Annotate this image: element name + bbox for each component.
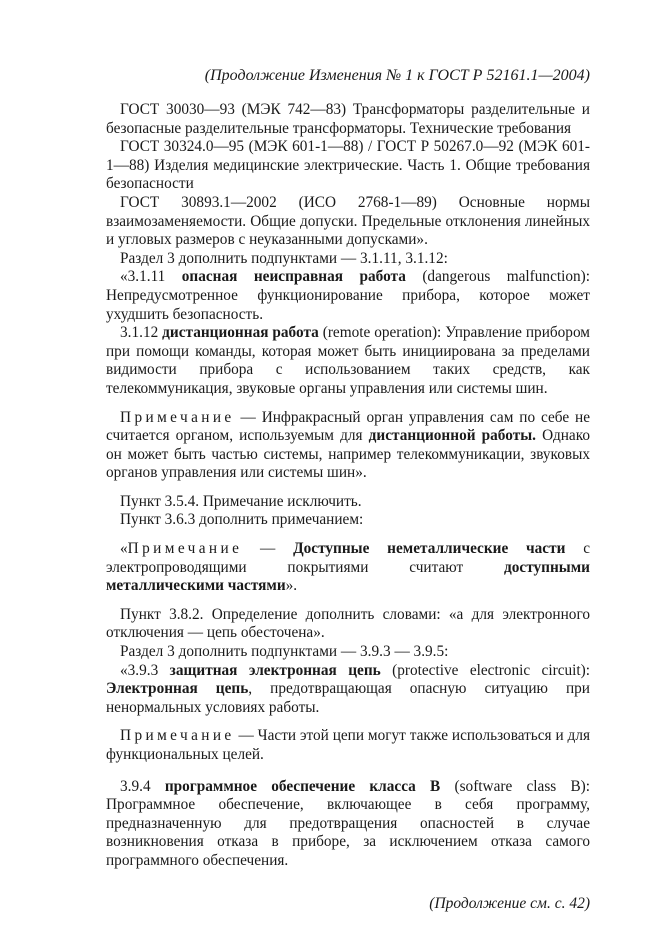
note-infrared [106, 409, 590, 483]
quote-open: « [120, 540, 128, 558]
definition-3-1-12 [106, 324, 590, 398]
definition-text: (dangerous malfunction): Непредусмотренное функционирование прибора, которое может ухудшить безопасность. [106, 268, 591, 323]
definition-number: «3.1.11 [120, 268, 182, 286]
paragraph-3-6-3: Пункт 3.6.3 дополнить примечанием: [120, 511, 364, 529]
definition-number: 3.1.12 [120, 324, 163, 342]
paragraph-gost-30324: ГОСТ 30324.0—95 (МЭК 601-1—88) / ГОСТ Р 50267.0—92 (МЭК 601-1—88) Изделия медицинские электрические. Часть 1. Общие требования безопасности [106, 138, 590, 193]
definition-term: защитная электронная цепь [169, 661, 381, 679]
definition-term: опасная неисправная работа [181, 268, 406, 286]
definition-number: 3.9.4 [120, 777, 165, 795]
paragraph-gost-30893: ГОСТ 30893.1—2002 (ИСО 2768-1—89) Основные нормы взаимозаменяемости. Общие допуски. Предельные отклонения линейных и угловых размеров с неуказанными допусками». [106, 193, 590, 249]
definition-term: программное обеспечение класса В [164, 777, 441, 795]
paragraph-section3-add-3-1: Раздел 3 дополнить подпунктами — 3.1.11, 3.1.12: [120, 249, 448, 267]
paragraph-gost-30030: ГОСТ 30030—93 (МЭК 742—83) Трансформаторы разделительные и безопасные разделительные трансформаторы. Технические требования [106, 101, 590, 137]
definition-term-circuit: Электронная цепь [106, 680, 249, 698]
continuation-footer: (Продолжение см. с. 42) [429, 894, 590, 912]
note-term: Доступные неметаллические части [293, 540, 566, 558]
document-page [106, 66, 590, 914]
note-non-metallic [106, 540, 590, 596]
definition-3-9-4 [106, 778, 590, 871]
continuation-header: (Продолжение Изменения № 1 к ГОСТ Р 52161.1—2004) [204, 67, 590, 84]
note-term-metallic: доступными металлическими частями [106, 558, 590, 595]
note-dash: — [242, 540, 294, 558]
note-label: Примечание [120, 727, 235, 745]
definition-number: «3.9.3 [120, 661, 170, 679]
note-label: Примечание [120, 408, 235, 426]
definition-3-1-11 [106, 268, 590, 324]
note-term: дистанционной работы. [368, 427, 536, 445]
paragraph-3-5-4: Пункт 3.5.4. Примечание исключить. [120, 492, 362, 510]
paragraph-3-8-2: Пункт 3.8.2. Определение дополнить словами: «а для электронного отключения — цепь обесточена». [106, 605, 590, 642]
note-text: — Инфракрасный орган управления сам по себе не считается органом, используемым для [106, 408, 590, 445]
definition-3-9-3 [106, 662, 590, 718]
quote-close: ». [285, 577, 298, 595]
note-text-continued: Однако он может быть частью системы, например телекоммуникации, звуковых органов управления или системы шин». [106, 427, 591, 482]
definition-text: (remote operation): Управление прибором при помощи команды, которая может быть инициирована за пределами видимости прибора с использованием таких средств, как телекоммуникация, звуковые органы управления или системы шин. [106, 324, 590, 397]
note-circuit-parts [106, 727, 590, 764]
definition-term: дистанционная работа [162, 324, 319, 342]
definition-text: , предотвращающая опасную ситуацию при ненормальных условиях работы. [106, 680, 590, 716]
note-text: с электропроводящими покрытиями считают [106, 540, 590, 576]
paragraph-section3-add-3-9: Раздел 3 дополнить подпунктами — 3.9.3 — 3.9.5: [120, 643, 449, 661]
note-label: Примечание [127, 540, 243, 558]
definition-english: (protective electronic circuit): [380, 661, 590, 679]
note-text: — Части этой цепи могут также использоваться и для функциональных целей. [106, 727, 590, 763]
definition-text: (software class B): Программное обеспечение, включающее в себя программу, предназначенную для предотвращения опасностей в случае возникновения отказа в приборе, за исключением отказа самого программного обеспечения. [106, 777, 590, 869]
